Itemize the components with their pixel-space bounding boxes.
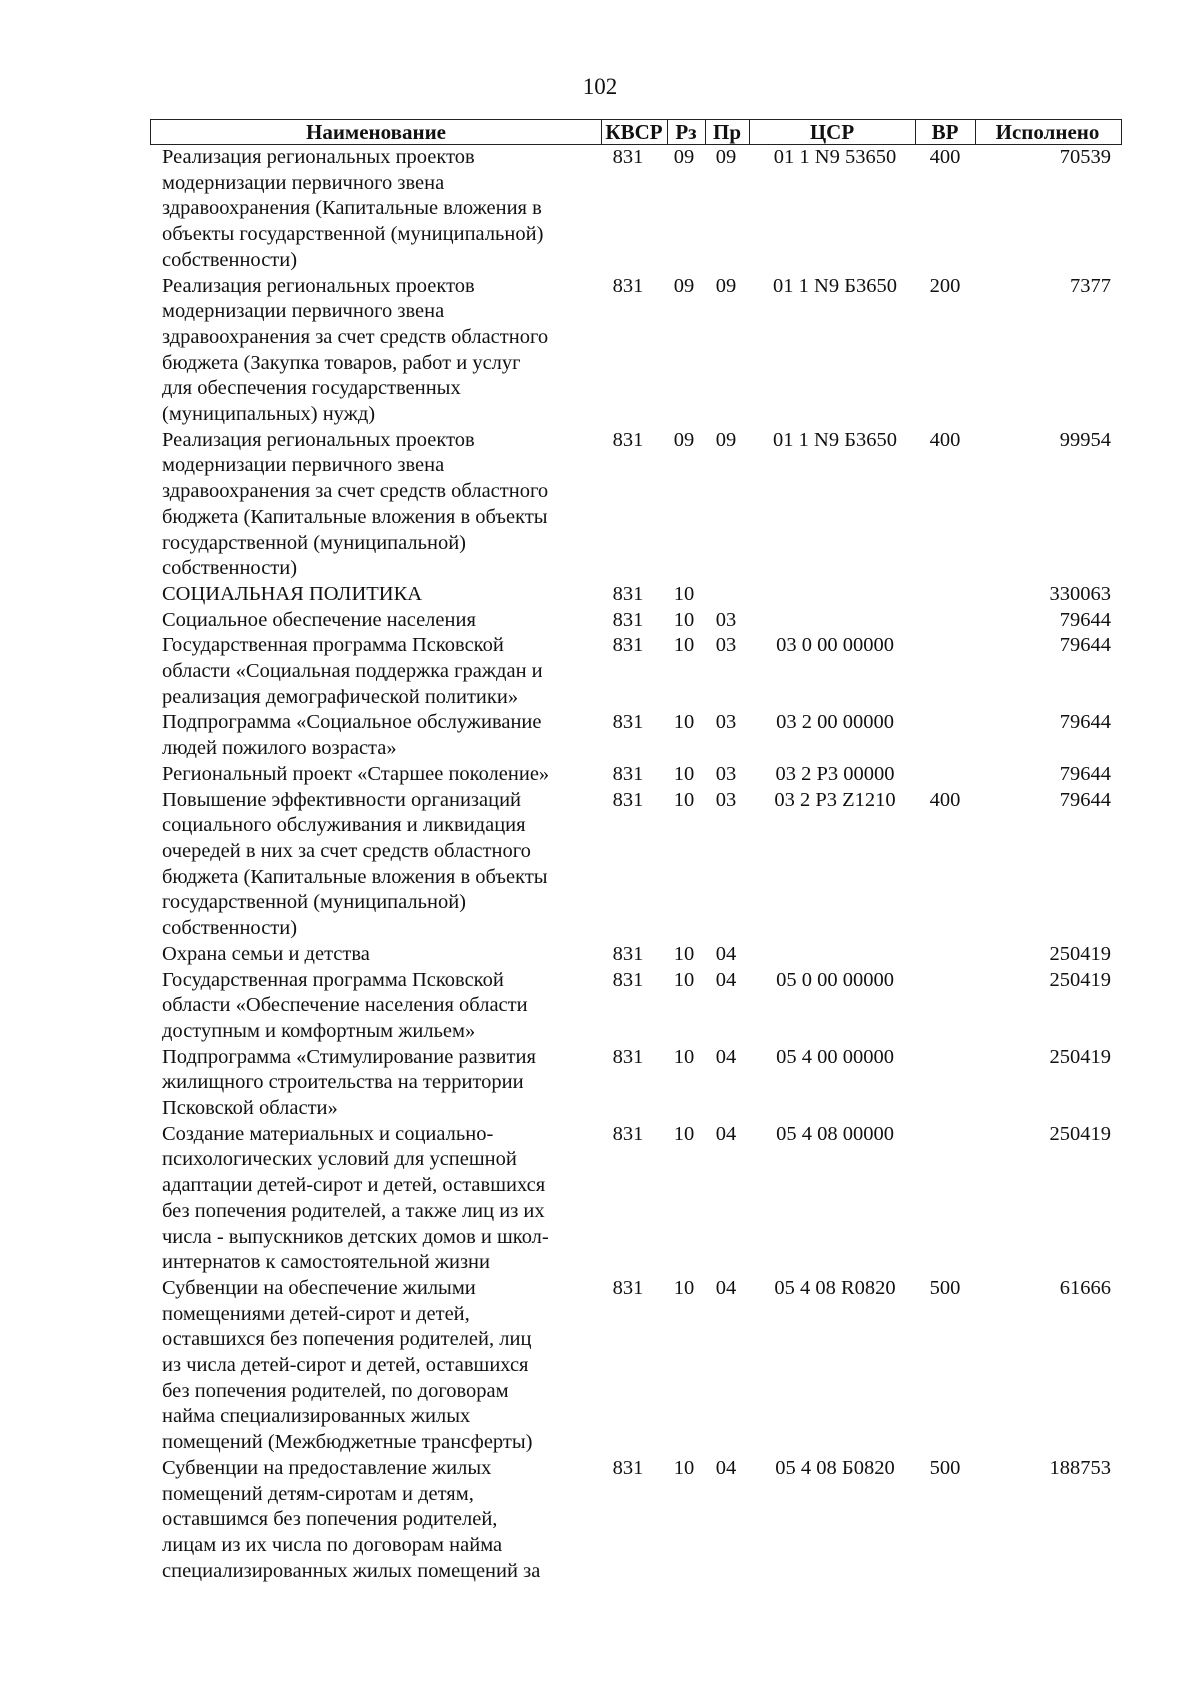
cell-rz: 10: [673, 1122, 695, 1145]
row-name-line: Социальное обеспечение населения: [162, 608, 476, 631]
row-name: [150, 633, 592, 710]
row-name: [150, 428, 592, 582]
cell-executed: 79644: [1059, 788, 1111, 811]
column-header-name: Наименование: [306, 120, 446, 144]
cell-rz: 10: [673, 968, 695, 991]
row-name: [150, 1045, 592, 1122]
cell-executed: 70539: [1059, 146, 1111, 168]
cell-pr: 03: [715, 634, 737, 657]
row-name-line: собственности): [162, 917, 298, 940]
cell-csr: 05 4 08 00000: [776, 1122, 894, 1145]
cell-csr: 01 1 N9 53650: [773, 146, 897, 168]
cell-rz: 09: [673, 428, 695, 451]
page-number: 102: [582, 74, 618, 99]
cell-rz: 10: [673, 634, 695, 657]
row-name: [150, 942, 592, 968]
row-name: [150, 710, 592, 761]
row-name-line: модернизации первичного звена: [162, 300, 445, 323]
table-row: [150, 1045, 1122, 1122]
cell-kvsr: 831: [612, 428, 644, 451]
cell-executed: 188753: [1049, 1456, 1111, 1479]
row-name-line: Подпрограмма «Стимулирование развития: [162, 1045, 536, 1068]
cell-csr: 05 4 08 Б0820: [775, 1456, 895, 1479]
cell-csr: 03 2 P3 Z1210: [774, 788, 896, 811]
column-header-pr: Пр: [712, 120, 741, 144]
cell-csr: 03 0 00 00000: [776, 634, 894, 657]
cell-vr: 400: [929, 788, 961, 811]
cell-csr: 01 1 N9 Б3650: [773, 428, 897, 451]
row-name-line: помещениями детей-сирот и детей,: [162, 1302, 470, 1325]
row-name-line: Государственная программа Псковской: [162, 634, 504, 657]
table-row: [150, 633, 1122, 710]
cell-pr: 04: [715, 1276, 737, 1299]
cell-pr: 04: [715, 1122, 737, 1145]
row-name-line: здравоохранения (Капитальные вложения в: [162, 197, 542, 220]
cell-executed: 61666: [1059, 1276, 1111, 1299]
cell-kvsr: 831: [612, 1276, 644, 1299]
row-name: [150, 1456, 592, 1585]
row-name-line: психологических условий для успешной: [162, 1148, 517, 1171]
table-row: [150, 762, 1122, 788]
row-name-line: модернизации первичного звена: [162, 171, 445, 194]
cell-kvsr: 831: [612, 1456, 644, 1479]
table-row: [150, 788, 1122, 942]
cell-kvsr: 831: [612, 711, 644, 734]
row-name-line: государственной (муниципальной): [162, 891, 467, 914]
row-name: [150, 582, 592, 608]
cell-rz: 10: [673, 788, 695, 811]
cell-kvsr: 831: [612, 582, 644, 605]
row-name-line: области «Обеспечение населения области: [162, 994, 528, 1017]
cell-executed: 79644: [1059, 608, 1111, 631]
table-row: [150, 942, 1122, 968]
row-name-line: бюджета (Закупка товаров, работ и услуг: [162, 351, 521, 374]
row-name-line: Псковской области»: [162, 1097, 338, 1120]
cell-rz: 09: [673, 146, 695, 168]
row-name: [150, 1276, 592, 1456]
cell-csr: 05 0 00 00000: [776, 968, 894, 991]
row-name: [150, 1122, 592, 1276]
row-name-line: объекты государственной (муниципальной): [162, 223, 544, 246]
cell-kvsr: 831: [612, 788, 644, 811]
table-row: [150, 582, 1122, 608]
cell-pr: 03: [715, 711, 737, 734]
row-name: [150, 788, 592, 942]
cell-vr: 400: [929, 146, 961, 168]
row-name-line: (муниципальных) нужд): [162, 403, 376, 426]
cell-executed: 79644: [1059, 762, 1111, 785]
cell-executed: 250419: [1049, 1045, 1111, 1068]
column-header-executed: Исполнено: [995, 120, 1100, 144]
cell-rz: 10: [673, 608, 695, 631]
cell-executed: 79644: [1059, 711, 1111, 734]
cell-csr: 05 4 08 R0820: [774, 1276, 896, 1299]
row-name-line: адаптации детей-сирот и детей, оставшихся: [162, 1174, 546, 1197]
table-row: [150, 145, 1122, 274]
row-name-line: помещений (Межбюджетные трансферты): [162, 1431, 533, 1454]
row-name-line: числа - выпускников детских домов и школ-: [162, 1225, 549, 1248]
row-name-line: собственности): [162, 248, 298, 271]
cell-csr: 05 4 00 00000: [776, 1045, 894, 1068]
row-name-line: здравоохранения за счет средств областного: [162, 325, 549, 348]
row-name-line: СОЦИАЛЬНАЯ ПОЛИТИКА: [162, 582, 423, 605]
row-name-line: собственности): [162, 557, 298, 580]
row-name-line: жилищного строительства на территории: [162, 1071, 524, 1094]
row-name-line: Реализация региональных проектов: [162, 428, 475, 451]
cell-vr: 500: [929, 1276, 961, 1299]
cell-pr: 03: [715, 608, 737, 631]
row-name-line: Реализация региональных проектов: [162, 274, 475, 297]
column-header-csr: ЦСР: [809, 120, 855, 144]
cell-rz: 10: [673, 711, 695, 734]
row-name-line: Региональный проект «Старшее поколение»: [162, 762, 550, 785]
cell-kvsr: 831: [612, 146, 644, 168]
cell-rz: 09: [673, 274, 695, 297]
cell-rz: 10: [673, 762, 695, 785]
cell-csr: 03 2 P3 00000: [775, 762, 895, 785]
cell-kvsr: 831: [612, 762, 644, 785]
row-name: [150, 762, 592, 788]
table-row: [150, 710, 1122, 761]
cell-executed: 7377: [1070, 274, 1111, 297]
cell-executed: 250419: [1049, 1122, 1111, 1145]
row-name-line: бюджета (Капитальные вложения в объекты: [162, 865, 548, 888]
cell-rz: 10: [673, 1045, 695, 1068]
row-name-line: специализированных жилых помещений за: [162, 1559, 541, 1582]
cell-kvsr: 831: [612, 274, 644, 297]
table-row: [150, 428, 1122, 582]
row-name-line: Подпрограмма «Социальное обслуживание: [162, 711, 542, 734]
cell-vr: 400: [929, 428, 961, 451]
cell-rz: 10: [673, 1456, 695, 1479]
table-row: [150, 1122, 1122, 1276]
row-name-line: Повышение эффективности организаций: [162, 788, 522, 811]
cell-rz: 10: [673, 1276, 695, 1299]
row-name-line: модернизации первичного звена: [162, 454, 445, 477]
cell-pr: 04: [715, 968, 737, 991]
row-name: [150, 145, 592, 274]
cell-vr: 200: [929, 274, 961, 297]
row-name-line: социального обслуживания и ликвидация: [162, 814, 526, 837]
table-body: [150, 145, 1122, 1584]
cell-vr: 500: [929, 1456, 961, 1479]
row-name-line: Субвенции на обеспечение жилыми: [162, 1276, 476, 1299]
row-name-line: Охрана семьи и детства: [162, 942, 370, 965]
row-name: [150, 274, 592, 428]
row-name-line: Субвенции на предоставление жилых: [162, 1456, 492, 1479]
row-name-line: людей пожилого возраста»: [162, 737, 397, 760]
cell-pr: 03: [715, 762, 737, 785]
row-name-line: оставшихся без попечения родителей, лиц: [162, 1328, 532, 1351]
cell-csr: 01 1 N9 Б3650: [773, 274, 897, 297]
row-name-line: лицам из их числа по договорам найма: [162, 1533, 503, 1556]
row-name-line: реализация демографической политики»: [162, 685, 519, 708]
cell-executed: 250419: [1049, 942, 1111, 965]
cell-kvsr: 831: [612, 942, 644, 965]
row-name-line: доступным и комфортным жильем»: [162, 1019, 476, 1042]
row-name-line: найма специализированных жилых: [162, 1405, 471, 1428]
row-name-line: из числа детей-сирот и детей, оставшихся: [162, 1354, 529, 1377]
row-name-line: Реализация региональных проектов: [162, 146, 475, 168]
row-name-line: очередей в них за счет средств областного: [162, 839, 531, 862]
row-name-line: без попечения родителей, по договорам: [162, 1379, 509, 1402]
row-name-line: здравоохранения за счет средств областного: [162, 480, 549, 503]
cell-executed: 330063: [1049, 582, 1111, 605]
cell-pr: 03: [715, 788, 737, 811]
cell-pr: 04: [715, 1456, 737, 1479]
row-name-line: без попечения родителей, а также лиц из их: [162, 1199, 545, 1222]
row-name-line: оставшимся без попечения родителей,: [162, 1508, 498, 1531]
table-header: [150, 119, 1122, 145]
row-name-line: области «Социальная поддержка граждан и: [162, 660, 543, 683]
cell-kvsr: 831: [612, 1045, 644, 1068]
column-header-kvsr: КВСР: [605, 120, 663, 144]
cell-kvsr: 831: [612, 1122, 644, 1145]
cell-pr: 09: [715, 274, 737, 297]
table-row: [150, 1456, 1122, 1585]
cell-executed: 79644: [1059, 634, 1111, 657]
table-row: [150, 968, 1122, 1045]
cell-executed: 250419: [1049, 968, 1111, 991]
row-name: [150, 608, 592, 634]
row-name: [150, 968, 592, 1045]
row-name-line: помещений детям-сиротам и детям,: [162, 1482, 474, 1505]
cell-pr: 04: [715, 942, 737, 965]
cell-kvsr: 831: [612, 608, 644, 631]
cell-kvsr: 831: [612, 634, 644, 657]
column-header-vr: ВР: [931, 120, 959, 144]
cell-executed: 99954: [1059, 428, 1111, 451]
cell-csr: 03 2 00 00000: [776, 711, 894, 734]
row-name-line: Создание материальных и социально-: [162, 1122, 494, 1145]
cell-rz: 10: [673, 942, 695, 965]
cell-kvsr: 831: [612, 968, 644, 991]
row-name-line: Государственная программа Псковской: [162, 968, 504, 991]
row-name-line: бюджета (Капитальные вложения в объекты: [162, 505, 548, 528]
cell-rz: 10: [673, 582, 695, 605]
row-name-line: государственной (муниципальной): [162, 531, 467, 554]
cell-pr: 09: [715, 428, 737, 451]
table-row: [150, 608, 1122, 634]
table-row: [150, 274, 1122, 428]
row-name-line: для обеспечения государственных: [162, 377, 461, 400]
table-row: [150, 1276, 1122, 1456]
cell-pr: 04: [715, 1045, 737, 1068]
row-name-line: интернатов к самостоятельной жизни: [162, 1251, 490, 1274]
cell-pr: 09: [715, 146, 737, 168]
column-header-rz: Рз: [675, 120, 697, 144]
